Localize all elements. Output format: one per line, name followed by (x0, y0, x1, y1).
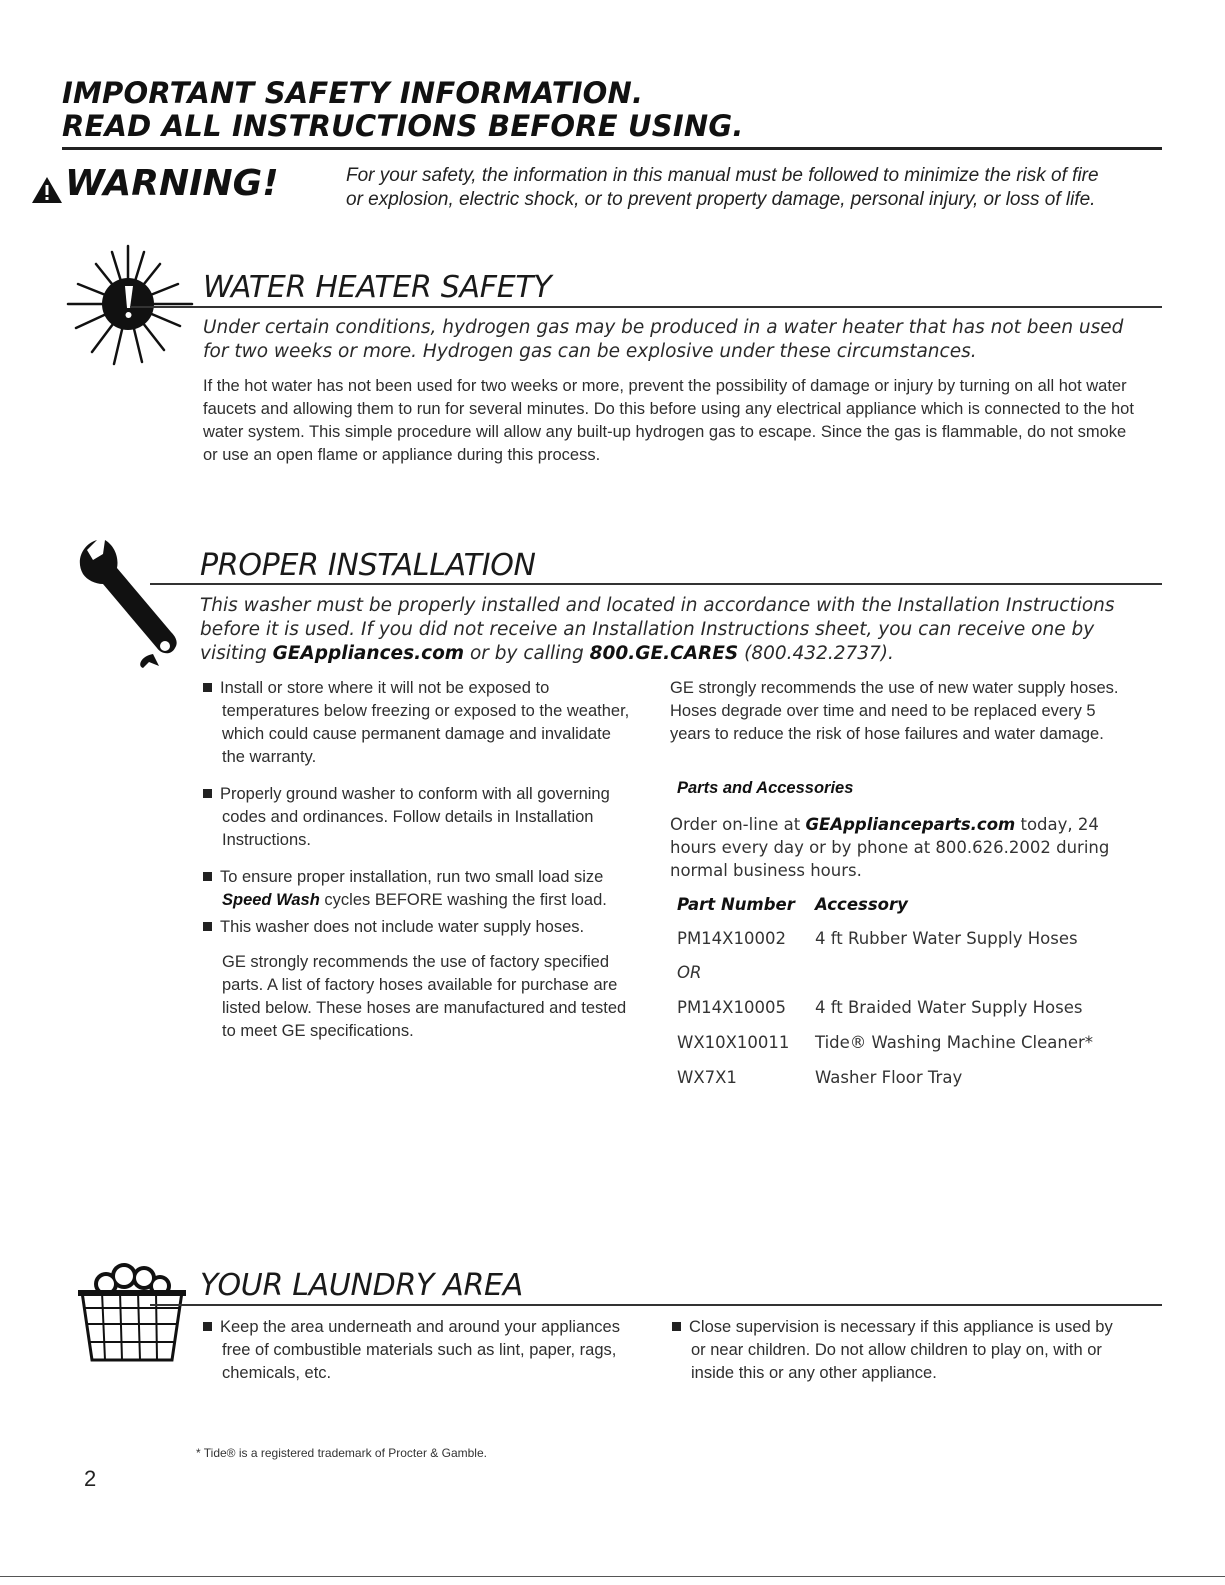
ge-parts-link[interactable]: GEApplianceparts.com (805, 815, 1016, 834)
installation-bullet-1: Install or store where it will not be exposed to temperatures below freezing or exposed to the weather, which could cause permanent damage and invalidate the warranty. (203, 677, 633, 769)
water-heater-body: If the hot water has not been used for two weeks or more, prevent the possibility of damage or injury by turning on all hot water faucets and allowing them to run for several minutes. Do this before using any electrical appliance which is connected to the hot water system. This simple procedure will allow any built-up hydrogen gas to escape. Since the gas is flammable, do not smoke or use an open flame or appliance during this process. (203, 377, 1134, 464)
bottom-divider (0, 1576, 1225, 1577)
page-title-line2: READ ALL INSTRUCTIONS BEFORE USING. (62, 109, 744, 143)
parts-heading: Parts and Accessories (677, 779, 854, 797)
bullet-square-icon (203, 683, 212, 692)
trademark-footnote: * Tide® is a registered trademark of Procter & Gamble. (196, 1446, 487, 1460)
installation-intro: This washer must be properly installed and located in accordance with the Installation Instructions before it is used. If you did not receive an Installation Instructions sheet, you can receive one by visiting GEAppliances.com or by calling 800.GE.CARES (800.432.2737). (200, 595, 1115, 664)
bullet-square-icon (203, 1322, 212, 1331)
warning-triangle-icon (30, 175, 64, 205)
warning-text: For your safety, the information in this manual must be followed to minimize the risk of fire or explosion, electric shock, or to prevent property damage, personal injury, or loss of life. (346, 165, 1099, 210)
installation-bullet-4-paragraph: GE strongly recommends the use of factory specified parts. A list of factory hoses available for purchase are listed below. These hoses are manufactured and tested to meet GE specifications. (222, 953, 627, 1040)
wrench-icon (75, 538, 185, 668)
page-number: 2 (84, 1466, 97, 1491)
water-heater-intro: Under certain conditions, hydrogen gas may be produced in a water heater that has not been used for two weeks or more. Hydrogen gas can be explosive under these circumstances. (203, 317, 1124, 362)
laundry-title: YOUR LAUNDRY AREA (200, 1268, 523, 1303)
bullet-square-icon (203, 872, 212, 881)
laundry-bullet-2: Close supervision is necessary if this appliance is used by or near children. Do not allow children to play on, with or inside this or any other appliance. (672, 1316, 1127, 1385)
bullet-square-icon (672, 1322, 681, 1331)
ge-appliances-link[interactable]: GEAppliances.com (272, 643, 465, 664)
installation-bullet-4: This washer does not include water supply hoses. (203, 916, 633, 939)
laundry-basket-icon (78, 1262, 186, 1366)
laundry-bullet-1: Keep the area underneath and around your appliances free of combustible materials such as lint, paper, rags, chemicals, etc. (203, 1316, 643, 1385)
installation-title: PROPER INSTALLATION (200, 548, 536, 583)
laundry-divider (150, 1304, 1162, 1306)
water-heater-divider (130, 306, 1162, 308)
water-heater-title: WATER HEATER SAFETY (203, 270, 552, 305)
bullet-square-icon (203, 789, 212, 798)
warning-label: WARNING! (65, 163, 279, 204)
page-title-line1: IMPORTANT SAFETY INFORMATION. (62, 76, 644, 110)
installation-bullet-2: Properly ground washer to conform with all governing codes and ordinances. Follow details in Installation Instructions. (203, 783, 633, 852)
bullet-square-icon (203, 922, 212, 931)
installation-divider (150, 583, 1162, 585)
title-divider (62, 147, 1162, 150)
installation-bullet-3: To ensure proper installation, run two small load size Speed Wash cycles BEFORE washing the first load. (203, 866, 633, 912)
ge-cares-phone: 800.GE.CARES (589, 643, 739, 664)
hoses-recommendation: GE strongly recommends the use of new water supply hoses. Hoses degrade over time and need to be replaced every 5 years to reduce the risk of hose failures and water damage. (670, 679, 1119, 743)
order-info: Order on-line at GEApplianceparts.com today, 24 hours every day or by phone at 800.626.2002 during normal business hours. (670, 815, 1110, 880)
